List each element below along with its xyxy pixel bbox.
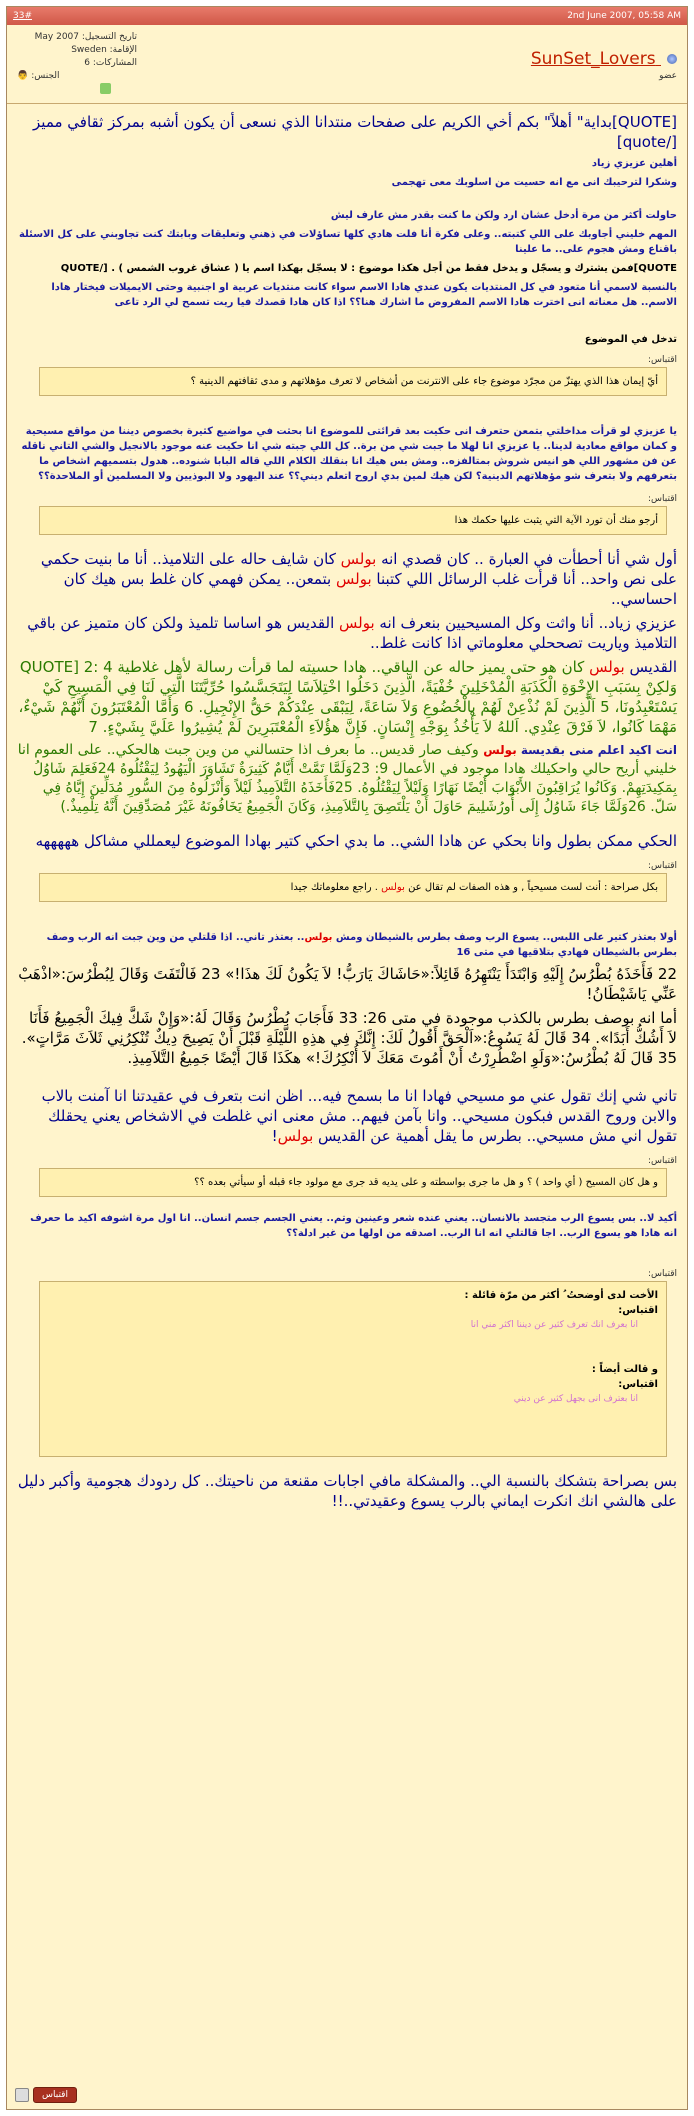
paragraph-galatians: القديس بولس كان هو حتى يميز حاله عن الباقي.. هادا حسيته لما قرأت رسالة لأهل غلاطية QUOTE] 2: 4 وَلكِنْ بِسَبَبِ الإِخْوَةِ الْكَذَبَةِ الْمُدْخَلِينَ خُفْيَةً، الَّذِينَ دَخَلُوا اخْتِلاَسًا لِيَتَجَسَّسُوا حُرِّيَّتَنَا الَّتِي لَنَا فِي الْمَسِيحِ كَيْ يَسْتَعْبِدُونَا، 5 اَلَّذِينَ لَمْ نُذْعِنْ لَهُمْ بِالْخُضُوعِ وَلاَ سَاعَةً، لِيَبْقَى عِنْدَكُمْ حَقُّ الإِنْجِيلِ. 6 وَأَمَّا الْمُعْتَبَرُونَ أَنَّهُمْ شَيْءٌ، مَهْمَا كَانُوا، لاَ فَرْقَ عِنْدِي. اَللهُ لاَ يَأْخُذُ بِوَجْهِ إِنْسَانٍ. فَإِنَّ هؤُلاَءِ الْمُعْتَبَرِينَ لَمْ يُشِيرُوا عَلَيَّ بِشَيْءٍ. 7 <box>18 658 677 736</box>
paragraph-apology: أولا بعتذر كتير على اللبس.. يسوع الرب وصف بطرس بالشيطان ومش بولس.. بعتذر تاني.. اذا قلتلي من وين جبت انه الرب وصف بطرس بالشيطان فهادي بتلاقيها في متى 16 <box>46 932 677 958</box>
paragraph-ziad: عزيزي زياد.. أنا واثت وكل المسيحيين بنعرف انه بولس القديس هو اساسا تلميذ ولكن كان متميز عن باقي التلاميذ وياريت تصححلي معلوماتي اذا كانت غلط.. <box>27 614 677 652</box>
online-status-icon <box>100 83 111 94</box>
inner-quote-label: اقتباس: <box>618 1379 658 1390</box>
username-link[interactable] <box>531 49 677 69</box>
nested-quote-box <box>39 1281 667 1457</box>
inner-quote-text: انا بعترف انى بجهل كثير عن ديني <box>513 1394 638 1404</box>
quote-box: و هل كان المسيح ( أي واحد ) ؟ و هل ما جرى بواسطته و على يديه قد جرى مع مولود جاء قبله أو سيأتي بعده ؟؟ <box>39 1168 667 1197</box>
inner-quote-label: اقتباس: <box>618 1305 658 1316</box>
nested-quote-intro: الأخت لدى أوضحتُ ُ أكثر من مرّة قائلة : <box>464 1290 658 1301</box>
quote-label: اقتباس: <box>648 355 677 365</box>
paragraph-christian: تاني شي إنك تقول عني مو مسيحي فهادا انا ما بسمح فيه... اظن انت بتعرف في عقيدتنا انا آمنت بالاب والابن وروح القدس فبكون مسيحي.. وانا بآمن فيهم.. مش معنى اني غلطت في الاشخاص يعني يحقلك تقول اني مش مسيحي.. بطرس ما يقل أهمية عن القديس بولس! <box>41 1087 677 1145</box>
edit-icon[interactable] <box>15 2088 29 2102</box>
paragraph-matthew26: أما انه بوصف بطرس بالكذب موجودة في متى 26: 33 فَأَجَابَ بُطْرُسُ وَقَالَ لَهُ:«وَإِنْ شَكَّ فِيكَ الْجَمِيعُ فَأَنَا لاَ أَشُكُّ أَبَدًا». 34 قَالَ لَهُ يَسُوعُ:«اَلْحَقَّ أَقُولُ لَكَ: إِنَّكَ فِي هذِهِ اللَّيْلَةِ قَبْلَ أَنْ يَصِيحَ دِيكٌ تُنْكِرُنِي ثَلاَثَ مَرَّاتٍ». 35 قَالَ لَهُ بُطْرُسُ:«وَلَوِ اضْطُرِرْتُ أَنْ أَمُوتَ مَعَكَ لاَ أُنْكِرُكَ!» هكَذَا قَالَ أَيْضًا جَمِيعُ التَّلاَمِيذِ. <box>21 1009 677 1067</box>
quote-label: اقتباس: <box>648 861 677 871</box>
user-rank: عضو <box>659 71 677 81</box>
opening-quote-text: [QUOTE]بداية" أهلاً" بكم أخي الكريم على صفحات منتدانا الذي نسعى أن يكون أشبه بمركز ثقافي مميز [/quote] <box>33 113 677 151</box>
user-status-icon <box>667 54 677 64</box>
quote-label: اقتباس: <box>648 494 677 504</box>
quote-label: اقتباس: <box>648 1269 677 1279</box>
gender-row <box>17 70 137 83</box>
quote-box: بكل صراحة : أنت لست مسيحياً , و هذه الصفات لم تقال عن بولس . راجع معلوماتك جيدا <box>39 873 667 902</box>
quote-button[interactable]: اقتباس <box>33 2087 77 2103</box>
nested-quote-also: و قالت أيضاً : <box>591 1364 658 1375</box>
greeting-text: أهلين عزيزي زياد <box>591 158 677 169</box>
post-container <box>6 6 688 2110</box>
quote-box: أرجو منك أن تورد الآية التي يثبت عليها حكمك هذا <box>39 506 667 535</box>
paragraph-acts: انت اكيد اعلم منى بقديسة بولس وكيف صار قديس.. ما بعرف اذا حتسالني من وين جبت هالحكي.. على العموم انا خليني أريح حالي واحكيلك هادا موجود في الأعمال 9: 23وَلَمَّا تَمَّتْ أَيَّامٌ كَثِيرَةٌ تَشَاوَرَ الْيَهُودُ لِيَقْتُلُوهُ 24فَعَلِمَ شَاوُلُ بِمَكِيدَتِهِمْ. وَكَانُوا يُرَاقِبُونَ الأَبْوَابَ أَيْضًا نَهَارًا وَلَيْلاً لِيَقْتُلُوهُ. 25فَأَخَذَهُ التَّلاَمِيذُ لَيْلاً وَأَنْزَلُوهُ مِنَ السُّورِ مُدَلِّينَ إِيَّاهُ فِي سَلّ. 26وَلَمَّا جَاءَ شَاوُلُ إِلَى أُورُشَلِيمَ حَاوَلَ أَنْ يَلْتَصِقَ بِالتَّلاَمِيذِ، وَكَانَ الْجَمِيعُ يَخَافُونَهُ غَيْرَ مُصَدِّقِينَ أَنَّهُ تِلْمِيذٌ.) <box>17 742 677 815</box>
post-date: 2nd June 2007, 05:58 AM <box>567 11 681 21</box>
paragraph-tried: حاولت أكثر من مرة أدخل عشان ارد ولكن ما كنت بقدر مش عارف ليش <box>330 210 677 221</box>
paragraph-research: يا عزيزي لو قرأت مداخلتي بتمعن حتعرف انى حكيت بعد قرائتى للموضوع انا بحثت في مواضيع كثيرة بخصوص ديننا من مواقع مسيحية و كمان مواقع معادية لدينا.. يا عزيزي انا لهلا ما جبت شي من برة.. كل اللي جبته شي انا حكيت عنه موجود بالانجيل والشي التاني ناقله عن فن مشهور اللي هو انيس شروش بمتالفزه.. ومش بس هيك انا بنقلك الكلام اللي قاله البابا شنوده.. هدول بتسميهم اشخاص ما بتعرفهم ولا بتعرف شو مؤهلاتهم الدينية؟ لكن هيك لمين بدي اروح اتعلم ديني؟؟ عند اليهود ولا البوذيين ولا المسلمين أو الملاحدة؟؟ <box>21 426 677 482</box>
post-title-bar <box>7 7 687 25</box>
paragraph-closing: بس بصراحة بتشكك بالنسبة الي.. والمشكلة مافي اجابات مقنعة من ناحيتك.. كل ردودك هجومية وأكبر دليل على هالشي انك انكرت ايماني بالرب يسوع وعقيدتي..!! <box>17 1472 677 1510</box>
paragraph-matthew16: 22 فَأَخَذَهُ بُطْرُسُ إِلَيْهِ وَابْتَدَأَ يَنْتَهِرُهُ قَائِلاً:«حَاشَاكَ يَارَبُّ! لاَ يَكُونُ لَكَ هذَا!» 23 فَالْتَفَتَ وَقَالَ لِبُطْرُسَ:«اذْهَبْ عَنِّي يَاشَيْطَانُ! <box>18 965 677 1003</box>
join-date: تاريخ التسجيل: May 2007 <box>34 32 137 42</box>
user-location: الإقامة: Sweden <box>71 45 137 55</box>
thanks-text: وشكرا لترحيبك انى مع انه حسيت من اسلوبك معى تهجمى <box>391 177 677 188</box>
quote-label: اقتباس: <box>648 1156 677 1166</box>
topic-heading: تدخل في الموضوع <box>584 334 677 345</box>
gender-label: الجنس: <box>31 71 60 81</box>
quote-box: أيّ إيمان هذا الذي يهتزّ من مجرّد موضوع جاء على الانترنت من أشخاص لا تعرف مؤهلاتهم و مدى ثقافتهم الدينية ؟ <box>39 367 667 396</box>
paragraph-quote-name: QUOTE]فمن يشترك و يسجّل و يدخل فقط من أجل هكذا موضوع : لا يسجّل بهكذا اسم يا ( عشاق غروب الشمس ) . [/QUOTE <box>60 263 677 274</box>
paragraph-talk: الحكي ممكن بطول وانا بحكي عن هادا الشي.. ما بدي احكي كتير بهادا الموضوع ليعمللي مشاكل هههههه <box>35 832 677 850</box>
post-footer <box>15 2087 77 2103</box>
paragraph-answer: المهم خليني أجاوبك على اللي كتبته.. وعلى فكرة أنا فلت هادي كلها تساؤلات في ذهني وتعليقات وبابتك كنت تجاوبني على كل الاسئلة باقناع ومش هجوم على.. ما علينا <box>18 229 677 255</box>
gender-icon: 👨 <box>17 71 29 81</box>
paragraph-jesus: أكيد لا.. بس يسوع الرب متجسد بالانسان.. يعني عنده شعر وعينين وتم.. يعني الجسم جسم انسان.. انا اول مرة اشوفه اكيد ما حعرف انه هادا هو يسوع الرب.. اجا قالتلي انه انا الرب.. اصدقه من اولها من غير ادلة؟؟ <box>30 1213 677 1239</box>
post-body <box>7 104 687 1523</box>
user-info-bar <box>7 25 687 104</box>
paragraph-mistake: أول شي أنا أحطأت في العبارة .. كان قصدي انه بولس كان شايف حاله على التلاميذ.. أنا ما بنيت حكمي على نص واحد.. أنا قرأت غلب الرسائل اللي كتبنا بولس بتمعن.. يمكن فهمي كان غلط بس هيك كان احساسي.. <box>40 550 677 608</box>
post-count: المشاركات: 6 <box>84 58 137 68</box>
user-details <box>17 31 137 99</box>
username[interactable]: SunSet_Lovers <box>530 49 656 69</box>
post-number[interactable]: 33# <box>13 11 32 21</box>
inner-quote-text: انا بعرف انك تعرف كثير عن ديننا اكثر مني انا <box>470 1320 638 1330</box>
paragraph-name-explain: بالنسبة لاسمي أنا متعود في كل المنتديات يكون عندي هادا الاسم سواء كانت منتديات عربية او اجنبية وحتى الايميلات فيختار هادا الاسم.. هل معناته انى اخترت هادا الاسم المفروض ما اشارك هنا؟؟ اذا كان هادا قصدك فيا ريت تسمح لي الرد تاعى <box>51 282 677 308</box>
